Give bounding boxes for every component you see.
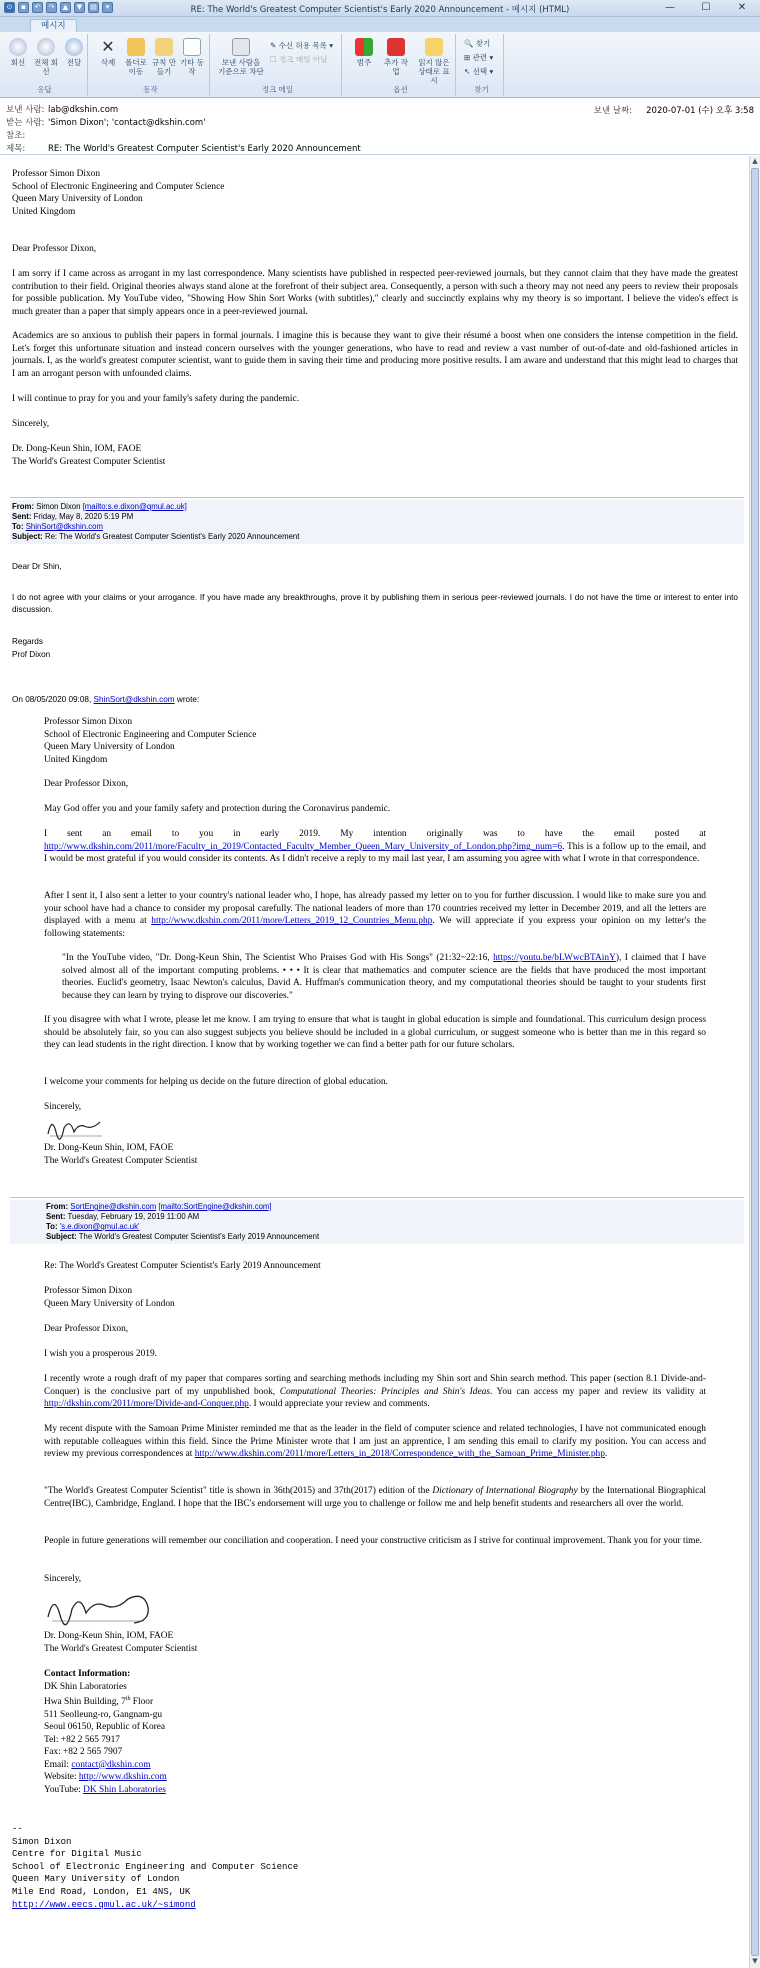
from-row: 보낸 사람: lab@dkshin.com: [6, 105, 119, 115]
categorize-icon: [355, 38, 373, 56]
dixon-signature-block: -- Simon Dixon Centre for Digital Music School of Electronic Engineering and Computer Science Queen Mary University of London Mile End Road, London, E1 4NS, UK http://www.eecs.qmul.ac.uk/~simond: [12, 1824, 299, 1910]
rule-icon: [155, 38, 173, 56]
print-icon[interactable]: ▤: [88, 2, 99, 13]
group-find: 🔍 찾기 ⊞ 관련 ▾ ↖ 선택 ▾ 찾기: [460, 34, 504, 96]
dixon-homepage-link[interactable]: http://www.eecs.qmul.ac.uk/~simond: [12, 1899, 196, 1910]
safe-list-button[interactable]: ✎ 수신 허용 목록 ▾: [270, 41, 334, 50]
office-button-icon[interactable]: ⊙: [4, 2, 15, 13]
scrollbar-thumb[interactable]: [751, 168, 759, 1956]
reply-icon: [9, 38, 27, 56]
group-actions: ✕ 삭제 폴더로 이동 규칙 만들기 기타 동작 동작: [92, 34, 210, 96]
minimize-button[interactable]: —: [665, 2, 675, 13]
contact-email-link[interactable]: contact@dkshin.com: [71, 1759, 151, 1770]
reply-paragraph: Academics are so anxious to publish their papers in formal journals. I imagine this is because they want to give their résumé a boost when one considers the intense competition in the field. Let's forget this unfortunate situation and instead concern ourselves with the younger generations, who have to read and review a vast number of out-of-date and old-fashioned articles in journals. I, as the world's greatest computer scientist, want to guide them in saving their time and producing more positive results. I am aware and understand that this might lead to charges that I am an arrogant person with unfounded claims.: [12, 331, 738, 379]
reply-paragraph: I am sorry if I came across as arrogant in my last correspondence. Many scientists have published in respected peer-reviewed journals, but they cannot claim that they have made the greatest contribution to their field. Original theories always stand alone at the forefront of their subject area. Consequently, a person with such a theory may not need any peers to review their proposals for possible publication. My YouTube video, "Showing How Shin Sort Works (with subtitles)," clearly and succinctly explains why my theory is so important. I believe the video's effect is much greater than a paper that simply appears once in a peer-reviewed journal.: [12, 269, 738, 317]
customize-dropdown-icon[interactable]: ▾: [102, 2, 113, 13]
up-arrow-icon[interactable]: ▲: [60, 2, 71, 13]
reply-paragraph: I will continue to pray for you and your family's safety during the pandemic.: [12, 394, 300, 404]
quote-paragraph: If you disagree with what I wrote, please let me know. I am trying to ensure that what is taught in global education is simple and foundational. This curriculum design process should be absolutely fair, so you can also suggest subjects you believe should be included in a global curriculum, or suggest someone who is better than me in this regard so they can lead students in the right direction. I know that by working together we can find a better path for our future scholars.: [44, 1015, 706, 1050]
paper-link[interactable]: http://dkshin.com/2011/more/Divide-and-Conquer.php: [44, 1399, 249, 1409]
dixon-greeting: Dear Dr Shin,: [12, 562, 62, 571]
email-link[interactable]: 's.e.dixon@qmul.ac.uk': [59, 1222, 140, 1231]
group-respond: 회신 전체 회신 전달 응답: [2, 34, 88, 96]
tab-message[interactable]: 메시지: [30, 19, 77, 32]
find-button[interactable]: 🔍 찾기: [464, 39, 491, 48]
handwritten-signature: [44, 1587, 156, 1627]
dixon-regards: Regards: [12, 637, 43, 646]
quote-paragraph: After I sent it, I also sent a letter to your country's national leader who, I hope, has already passed my letter on to you for further discussion. I would like to make sure you and your school have had a chance to consider my proposal carefully. The national leaders of more than 170 countries received my letter in December 2019, and all the letters are displayed with a menu at http://www.dkshin.com/2011/more/Letters_2019_12_Countries_Menu.php. We will appreciate if you express your opinion on my letter's the following statements:: [44, 891, 707, 939]
vertical-scrollbar[interactable]: [749, 156, 760, 1968]
quote-address: Professor Simon Dixon School of Electronic Engineering and Computer Science Queen Mary University of London United Kingdom: [44, 717, 257, 765]
separator: [10, 1197, 744, 1198]
dixon-body: I do not agree with your claims or your arrogance. If you have made any breakthroughs, prove it by publishing them in serious peer-reviewed journals. I do not have the time or interest to enter into discussion.: [12, 593, 738, 614]
flag-icon: [387, 38, 405, 56]
msg2019-paragraph: "The World's Greatest Computer Scientist" title is shown in 36th(2015) and 37th(2017) edition of the Dictionary of International Biography by the International Biographical Centre(IBC), Cambridge, England. I hope that the IBC's endorsement will urge you to challenge or follow me and help benefit students and researchers all over the world.: [44, 1486, 706, 1509]
mark-unread-button[interactable]: 읽지 않은 상태로 표시: [416, 38, 452, 85]
handwritten-signature: [44, 1114, 104, 1140]
youtube-channel-link[interactable]: DK Shin Laboratories: [83, 1784, 166, 1795]
create-rule-button[interactable]: 규칙 만들기: [150, 38, 178, 76]
reply-signature-title: The World's Greatest Computer Scientist: [12, 457, 166, 467]
ribbon: [0, 32, 760, 98]
block-sender-icon: [232, 38, 250, 56]
forward-header: From: Simon Dixon [mailto:s.e.dixon@qmul.ac.uk] Sent: Friday, May 8, 2020 5:19 PM To: ShinSort@dkshin.com Subject: Re: The World's Greatest Computer Scientist's Early 2020 Announcement: [10, 500, 744, 544]
envelope-icon: [425, 38, 443, 56]
group-junk: 보낸 사람을 기준으로 차단 ✎ 수신 허용 목록 ▾ ☐ 정크 메일 아님 정크 메일: [214, 34, 342, 96]
undo-icon[interactable]: ↶: [32, 2, 43, 13]
quote-signature-title: The World's Greatest Computer Scientist: [44, 1156, 198, 1166]
reply-signature-name: Dr. Dong-Keun Shin, IOM, FAOE: [12, 444, 142, 454]
email-link[interactable]: ShinSort@dkshin.com: [93, 695, 175, 704]
reply-button[interactable]: 회신: [4, 38, 32, 67]
follow-up-button[interactable]: 추가 작업: [382, 38, 410, 76]
down-arrow-icon[interactable]: ▼: [74, 2, 85, 13]
quote-paragraph: I sent an email to you in early 2019. My intention originally was to have the email posted at http://www.dkshin.com/2011/more/Faculty_in_2019/Contacted_Faculty_Member_Queen_Mary_University_of_London.php?img_num=6. This is a follow up to the email, and I would be most grateful if you would consider its contents. As I didn't receive a reply to my mail last year, I am assuming you agree with what I wrote in that correspondence.: [44, 829, 706, 864]
other-actions-icon: [183, 38, 201, 56]
sender[interactable]: lab@dkshin.com: [48, 105, 119, 115]
msg2019-signature-name: Dr. Dong-Keun Shin, IOM, FAOE: [44, 1631, 174, 1641]
recipients[interactable]: 'Simon Dixon'; 'contact@dkshin.com': [48, 118, 206, 128]
quote-paragraph: I welcome your comments for helping us decide on the future direction of global education.: [44, 1077, 388, 1087]
quote-attribution: On 08/05/2020 09:08, ShinSort@dkshin.com wrote:: [12, 695, 200, 704]
message-body: [0, 156, 749, 1968]
scroll-up-icon[interactable]: ▲: [752, 157, 758, 165]
delete-button[interactable]: ✕ 삭제: [100, 37, 116, 67]
group-options: 범주 추가 작업 읽지 않은 상태로 표시 옵션: [346, 34, 456, 96]
close-button[interactable]: ✕: [737, 2, 747, 13]
email-link[interactable]: ShinSort@dkshin.com: [25, 522, 103, 531]
reply-all-icon: [37, 38, 55, 56]
select-button[interactable]: ↖ 선택 ▾: [464, 67, 494, 76]
window-title: RE: The World's Greatest Computer Scientist's Early 2020 Announcement - 메시지 (HTML): [190, 5, 570, 15]
message-header: [0, 99, 760, 155]
title-bar: [0, 0, 760, 17]
msg2019-signature-title: The World's Greatest Computer Scientist: [44, 1644, 198, 1654]
reply-address: Professor Simon Dixon School of Electronic Engineering and Computer Science Queen Mary University of London United Kingdom: [12, 169, 225, 217]
quote-closing: Sincerely,: [44, 1102, 82, 1112]
to-row: 받는 사람: 'Simon Dixon'; 'contact@dkshin.com': [6, 118, 206, 128]
subject-row: 제목: RE: The World's Greatest Computer Scientist's Early 2020 Announcement: [6, 144, 361, 154]
forward-icon: [65, 38, 83, 56]
msg2019-paragraph: I wish you a prosperous 2019.: [44, 1349, 158, 1359]
msg2019-paragraph: My recent dispute with the Samoan Prime Minister reminded me that as the leader in the field of computer science and related technologies, I have not communicated enough with reputable colleagues within this field. Since the Prime Minister wrote that I am just an apprentice, I am sending this email to clarify my position. You can access and review my previous correspondences at http://www.dkshin.com/2011/more/Letters_in_2018/Correspondence_with_the_Samoan_Prime_Minister.php.: [44, 1424, 706, 1459]
youtube-link[interactable]: https://youtu.be/bLWwcBTAinY: [493, 953, 616, 963]
quote-paragraph: May God offer you and your family safety and protection during the Coronavirus pandemic.: [44, 804, 391, 814]
reply-all-button[interactable]: 전체 회신: [32, 38, 60, 76]
mailto-link[interactable]: [mailto:SortEngine@dkshin.com]: [158, 1202, 272, 1211]
mailto-link[interactable]: [mailto:s.e.dixon@qmul.ac.uk]: [82, 502, 187, 511]
cc-row: 참조:: [6, 131, 26, 141]
reply-salutation: Dear Professor Dixon,: [12, 244, 97, 254]
scroll-down-icon[interactable]: ▼: [752, 1957, 758, 1965]
redo-icon[interactable]: ↷: [46, 2, 57, 13]
save-icon[interactable]: ▪: [18, 2, 29, 13]
msg2019-address: Professor Simon Dixon Queen Mary University of London: [44, 1286, 175, 1309]
separator: [10, 497, 744, 498]
email-link[interactable]: SortEngine@dkshin.com: [70, 1202, 157, 1211]
dixon-name: Prof Dixon: [12, 650, 51, 659]
not-junk-button: ☐ 정크 메일 아님: [270, 55, 328, 64]
ribbon-tabs: [0, 17, 760, 32]
forward-header: From: SortEngine@dkshin.com [mailto:SortEngine@dkshin.com] Sent: Tuesday, February 19, 2019 11:00 AM To: 's.e.dixon@qmul.ac.uk' Subject: The World's Greatest Computer Scientist's Early 2019 Announcement: [10, 1200, 744, 1244]
faculty-link[interactable]: http://www.dkshin.com/2011/more/Faculty_in_2019/Contacted_Faculty_Member_Queen_Mary_University_of_London.php?img_num=6: [44, 841, 563, 852]
related-button[interactable]: ⊞ 관련 ▾: [464, 53, 494, 62]
contact-info: Contact Information: DK Shin Laboratories Hwa Shin Building, 7th Floor 511 Seolleung-ro, Gangnam-gu Seoul 06150, Republic of Korea Tel: +82 2 565 7917 Fax: +82 2 565 7907 Email: contact@dkshin.com Website: http://www.dkshin.com YouTube: DK Shin Laboratories: [44, 1669, 167, 1795]
msg2019-re: Re: The World's Greatest Computer Scientist's Early 2019 Announcement: [44, 1261, 321, 1271]
website-link[interactable]: http://www.dkshin.com: [78, 1772, 167, 1783]
sent-date: 보낸 날짜: 2020-07-01 (수) 오후 3:58: [593, 106, 754, 116]
other-actions-button[interactable]: 기타 동작: [178, 38, 206, 76]
maximize-button[interactable]: ☐: [701, 2, 711, 13]
msg2019-salutation: Dear Professor Dixon,: [44, 1324, 129, 1334]
letters-link[interactable]: http://www.dkshin.com/2011/more/Letters_2019_12_Countries_Menu.php: [151, 916, 433, 926]
msg2019-paragraph: People in future generations will remember our conciliation and cooperation. I need your constructive criticism as I strive for continual improvement. Thank you for your time.: [44, 1536, 702, 1546]
msg2019-closing: Sincerely,: [44, 1574, 82, 1584]
forward-button[interactable]: 전달: [60, 38, 88, 67]
move-to-folder-button[interactable]: 폴더로 이동: [122, 38, 150, 76]
block-sender-button[interactable]: 보낸 사람을 기준으로 차단: [218, 38, 264, 76]
msg2019-paragraph: I recently wrote a rough draft of my paper that compares sorting and searching methods including my Shin sort and Shin search method. This paper (section 8.1 Divide-and-Conquer) is the conclusive part of my unpublished book, Computational Theories: Principles and Shin's Ideas. You can access my paper and review its validity at http://dkshin.com/2011/more/Divide-and-Conquer.php. I would appreciate your review and comments.: [44, 1374, 706, 1409]
quote-signature-name: Dr. Dong-Keun Shin, IOM, FAOE: [44, 1143, 174, 1153]
delete-icon: ✕: [101, 37, 115, 56]
categorize-button[interactable]: 범주: [350, 38, 378, 67]
blockquote: "In the YouTube video, "Dr. Dong-Keun Shin, The Scientist Who Praises God with His Songs" (21:32~22:16, https://youtu.be/bLWwcBTAinY), I claimed that I have solved almost all of the important computing problems. • • • It is clear that mathematics and computer science are the fields that have produced the most important theories. Euclid's geometry, Isaac Newton's calculus, David A. Huffman's communication theory, and my computational theories should be taught to your students first because they can learn by trying to disprove our discoveries.": [62, 953, 707, 1001]
correspondence-link[interactable]: http://www.dkshin.com/2011/more/Letters_in_2018/Correspondence_with_the_Samoan_Prime_Minister.php: [194, 1449, 605, 1459]
reply-closing: Sincerely,: [12, 419, 50, 429]
subject: RE: The World's Greatest Computer Scientist's Early 2020 Announcement: [48, 144, 361, 154]
folder-icon: [127, 38, 145, 56]
quote-salutation: Dear Professor Dixon,: [44, 779, 129, 789]
